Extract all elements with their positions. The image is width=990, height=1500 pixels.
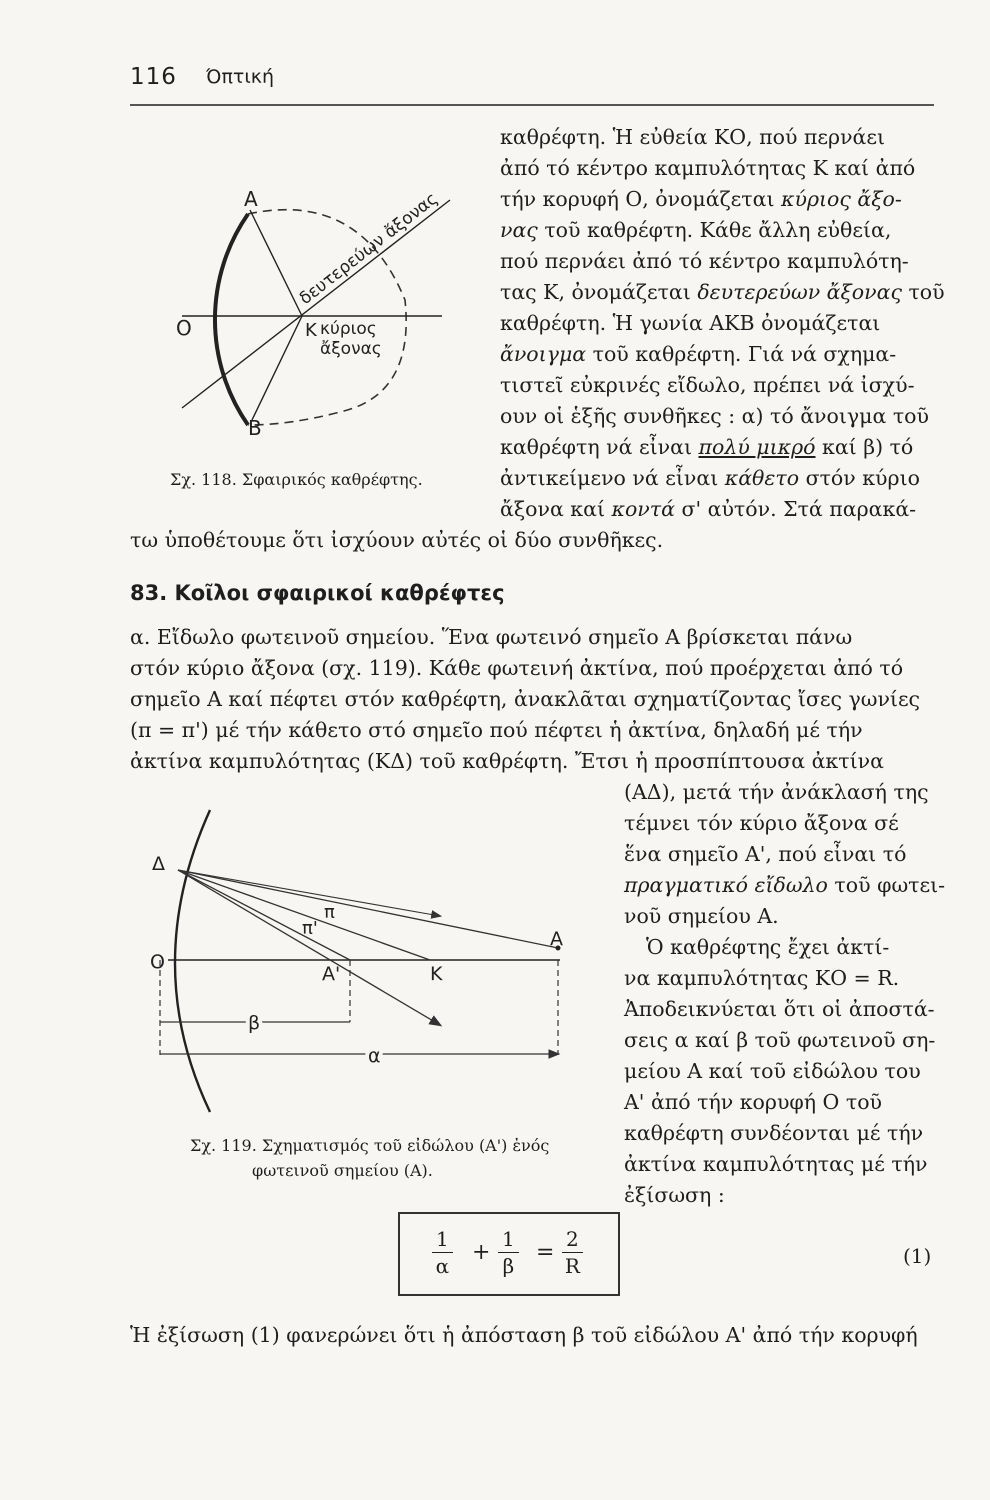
figure-119-image-formation <box>140 800 610 1130</box>
concave-mirror <box>175 810 210 1112</box>
mirror-equation-box <box>398 1212 620 1296</box>
para1-line: νας τοῦ καθρέφτη. Κάθε ἄλλη εὐθεία, <box>500 218 892 242</box>
incident-ray <box>178 870 558 948</box>
plus-sign: + <box>472 1240 491 1265</box>
para1-line: καθρέφτη νά εἶναι πολύ μικρό καί β) τό <box>500 435 914 459</box>
section-title: 83. Κοῖλοι σφαιρικοί καθρέφτες <box>130 581 505 605</box>
figure-119-caption-line2: φωτεινοῦ σημείου (Α). <box>252 1161 433 1180</box>
figure-118-caption: Σχ. 118. Σφαιρικός καθρέφτης. <box>170 470 423 489</box>
para1-line: τιστεῖ εὐκρινές εἴδωλο, πρέπει νά ἰσχύ- <box>500 373 915 397</box>
para1-line: καθρέφτη. Ἡ εὐθεία ΚΟ, πού περνάει <box>500 125 886 149</box>
principal-axis-label-2: ἄξονας <box>320 339 382 359</box>
para3-line: μείου Α καί τοῦ εἰδώλου του <box>624 1059 921 1083</box>
label-O: Ο <box>150 951 165 973</box>
equation-number: (1) <box>903 1244 932 1268</box>
para3-line: να καμπυλότητας ΚΟ = R. <box>624 966 900 990</box>
para1-line: τήν κορυφή Ο, ὀνομάζεται κύριος ἄξο- <box>500 187 902 211</box>
para1-line: τω ὑποθέτουμε ὅτι ἰσχύουν αὐτές οἱ δύο συνθῆκες. <box>130 528 664 552</box>
header-rule <box>130 104 934 106</box>
radius-KA <box>250 210 302 316</box>
label-O: Ο <box>176 316 192 340</box>
para3-line: ἀκτίνα καμπυλότητας μέ τήν <box>624 1152 928 1176</box>
radius-KD <box>178 870 430 960</box>
para3-line: νοῦ σημείου Α. <box>624 904 779 928</box>
para3-line: πραγματικό εἴδωλο τοῦ φωτει- <box>624 873 946 897</box>
term-secondary-axis: δευτερεύων ἄξονας <box>697 280 902 304</box>
para1-line: καθρέφτη. Ἡ γωνία ΑΚΒ ὀνομάζεται <box>500 311 881 335</box>
label-pi: π <box>324 902 335 923</box>
para3-line: σεις α καί β τοῦ φωτεινοῦ ση- <box>624 1028 936 1052</box>
label-A: Α <box>244 187 258 211</box>
para1-line: ουν οἱ ἑξῆς συνθῆκες : α) τό ἄνοιγμα τοῦ <box>500 404 929 428</box>
page-number: 116 <box>130 64 177 90</box>
label-pi-prime: π' <box>302 918 318 939</box>
label-K: Κ <box>430 963 443 985</box>
label-beta: β <box>248 1012 261 1034</box>
label-alpha: α <box>368 1045 381 1067</box>
para3-line: ἐξίσωση : <box>624 1183 725 1207</box>
para1-line: πού περνάει ἀπό τό κέντρο καμπυλότη- <box>500 249 909 273</box>
label-A-prime: Α' <box>322 963 341 985</box>
para1-line: ἄξονα καί κοντά σ' αὐτόν. Στά παρακά- <box>500 497 917 521</box>
figure-119-caption-line1: Σχ. 119. Σχηματισμός τοῦ εἰδώλου (Α') ἑνός <box>190 1136 550 1155</box>
para1-line: ἀντικείμενο νά εἶναι κάθετο στόν κύριο <box>500 466 920 490</box>
mirror-arc <box>215 214 248 425</box>
fraction-1-over-beta: $\frac{1}{\beta}$ <box>498 1226 519 1279</box>
secondary-axis-line <box>182 200 450 408</box>
para1-line: τας Κ, ὀνομάζεται δευτερεύων ἄξονας τοῦ <box>500 280 945 304</box>
radius-KB <box>252 316 302 420</box>
para3-line: καθρέφτη συνδέονται μέ τήν <box>624 1121 924 1145</box>
equals-sign: = <box>536 1240 555 1265</box>
para2-line: ἀκτίνα καμπυλότητας (ΚΔ) τοῦ καθρέφτη. Ἔτσι ἡ προσπίπτουσα ἀκτίνα <box>130 749 884 773</box>
label-B: Β <box>248 416 262 440</box>
fraction-1-over-alpha: $\frac{1}{\alpha}$ <box>432 1226 453 1279</box>
term-principal-axis: κύριος ἄξο- <box>781 187 902 211</box>
para3-line: Ὁ καθρέφτης ἔχει ἀκτί- <box>646 935 890 959</box>
para3-line: ἕνα σημεῖο Α', πού εἶναι τό <box>624 842 907 866</box>
label-A: Α <box>550 928 563 950</box>
secondary-axis-label: δευτερεύων ἄξονας <box>295 188 442 309</box>
para3-line: (ΑΔ), μετά τήν ἀνάκλασή της <box>624 780 929 804</box>
term-real-image: πραγματικό εἴδωλο <box>624 873 828 897</box>
label-K: Κ <box>305 320 317 341</box>
figure-118-spherical-mirror <box>160 180 460 440</box>
para3-line: Ἀποδεικνύεται ὅτι οἱ ἀποστά- <box>624 997 935 1021</box>
label-D: Δ <box>152 853 165 875</box>
para1-line: ἀπό τό κέντρο καμπυλότητας Κ καί ἀπό <box>500 156 916 180</box>
closing-line: Ἡ ἐξίσωση (1) φανερώνει ὅτι ἡ ἀπόσταση β τοῦ εἰδώλου Α' ἀπό τήν κορυφή <box>130 1323 918 1347</box>
running-title: Όπτική <box>206 66 274 88</box>
para1-line: ἄνοιγμα τοῦ καθρέφτη. Γιά νά σχημα- <box>500 342 897 366</box>
para3-line: τέμνει τόν κύριο ἄξονα σέ <box>624 811 899 835</box>
para3-line: Α' ἀπό τήν κορυφή Ο τοῦ <box>624 1090 883 1114</box>
para2-line: στόν κύριο ἄξονα (σχ. 119). Κάθε φωτεινή ἀκτίνα, πού προέρχεται ἀπό τό <box>130 656 904 680</box>
term-aperture: ἄνοιγμα <box>500 342 587 366</box>
para2-line: (π = π') μέ τήν κάθετο στό σημεῖο πού πέφτει ἡ ἀκτίνα, δηλαδή μέ τήν <box>130 718 863 742</box>
principal-axis-label-1: κύριος <box>320 319 377 339</box>
para2-line: σημεῖο Α καί πέφτει στόν καθρέφτη, ἀνακλᾶται σχηματίζοντας ἴσες γωνίες <box>130 687 921 711</box>
fraction-2-over-R: $\frac{2}{R}$ <box>562 1226 583 1279</box>
para2-line: α. Εἴδωλο φωτεινοῦ σημείου. Ἕνα φωτεινό σημεῖο Α βρίσκεται πάνω <box>130 625 853 649</box>
